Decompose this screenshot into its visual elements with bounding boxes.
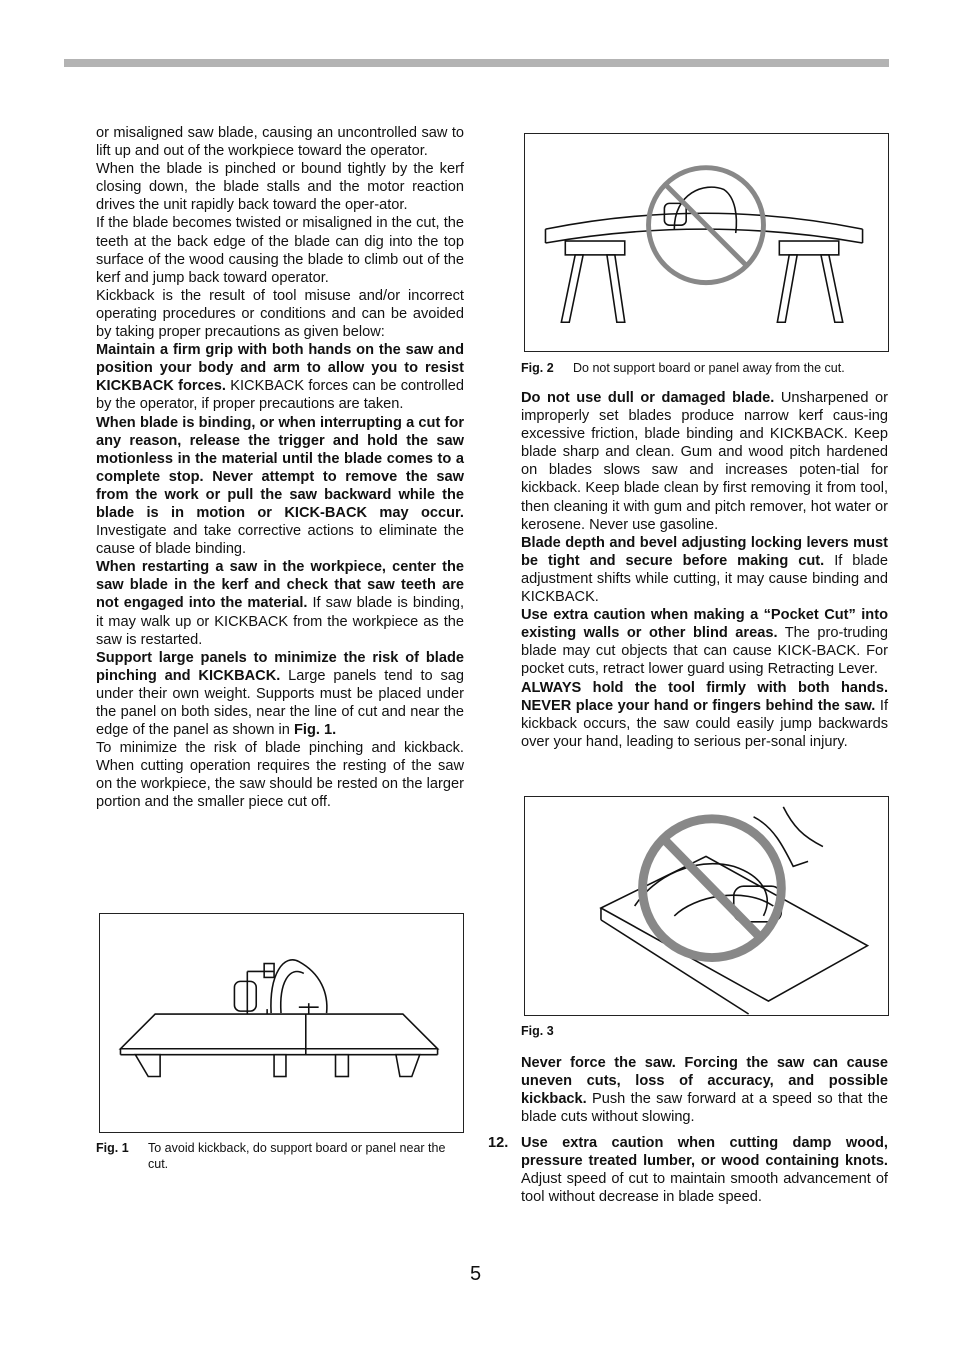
right-column-lower xyxy=(521,1054,888,1126)
body-text: Unsharpened or improperly set blades produce narrow kerf caus-ing excessive friction, blade binding and KICKBACK. Keep blade sharp and clean. Gum and wood pitch hardened on blades slows saw and increases poten-tial for kickback. Keep blade clean by first removing it from tool, then cleaning it with gum and pitch remover, hot water or kerosene. Never use gasoline. xyxy=(521,390,888,533)
figure-2-illustration xyxy=(524,133,889,352)
paragraph: If the blade becomes twisted or misaligned in the cut, the teeth at the back edge of the blade can dig into the top surface of the wood causing the blade to climb out of the kerf and jump back toward operator. xyxy=(96,215,464,286)
warning-text: When blade is binding, or when interrupting a cut for any reason, release the trigger and hold the saw motionless in the material until the blade comes to a complete stop. Never attempt to remove the saw from the work or pull the saw backward while the blade is in motion or KICK-BACK may occur. xyxy=(96,414,464,521)
warning-text: Never force the saw. Forcing the saw can cause uneven cuts, loss of accuracy, and possible kickback. xyxy=(521,1055,888,1108)
warning-text: When restarting a saw in the workpiece, center the saw blade in the kerf and check that saw teeth are not engaged into the material. xyxy=(96,559,464,612)
figure-label: Fig. 3 xyxy=(521,1024,554,1038)
figure-3-illustration xyxy=(524,796,889,1016)
paragraph xyxy=(521,679,888,751)
item-number: 12. xyxy=(488,1135,509,1151)
paragraph xyxy=(521,606,888,678)
hand-behind-saw-drawing xyxy=(525,797,888,1015)
paragraph: When the blade is pinched or bound tightly by the kerf closing down, the blade stalls and the motor reaction drives the unit rapidly back toward the oper-ator. xyxy=(96,161,464,214)
left-column xyxy=(96,124,464,812)
paragraph xyxy=(96,649,464,739)
paragraph: To minimize the risk of blade pinching and kickback. When cutting operation requires the resting of the saw on the workpiece, the saw should be rested on the larger portion and the smaller piece cut off. xyxy=(96,740,464,811)
figure-3-caption xyxy=(521,1023,621,1041)
warning-text: Support large panels to minimize the risk of blade pinching and KICKBACK. xyxy=(96,649,464,684)
figure-caption-text: To avoid kickback, do support board or panel near the cut. xyxy=(148,1141,446,1171)
warning-text: Use extra caution when cutting damp wood, pressure treated lumber, or wood containing knots. xyxy=(521,1135,888,1170)
header-rule xyxy=(64,59,889,67)
paragraph xyxy=(96,414,464,559)
item-body xyxy=(521,1134,888,1206)
figure-2-caption xyxy=(521,360,889,378)
body-text: The pro-truding blade may cut objects that can cause KICK-BACK. For pocket cuts, retract lower guard using Retracting Lever. xyxy=(521,625,888,678)
figure-label: Fig. 2 xyxy=(521,361,554,375)
paragraph xyxy=(96,341,464,413)
paragraph xyxy=(521,534,888,606)
body-text: Push the saw forward at a speed so that the blade cuts without slowing. xyxy=(521,1091,888,1126)
paragraph xyxy=(521,1054,888,1126)
body-text: KICKBACK forces can be controlled by the operator, if proper precautions are taken. xyxy=(96,378,464,413)
warning-text: Use extra caution when making a “Pocket Cut” into existing walls or other blind areas. xyxy=(521,607,888,642)
warning-text: Do not use dull or damaged blade. xyxy=(521,390,775,406)
body-text: Investigate and take corrective actions to eliminate the cause of blade binding. xyxy=(96,523,464,558)
figure-1-caption xyxy=(96,1140,464,1174)
body-text: If kickback occurs, the saw could easily jump backwards over your hand, leading to serious per-sonal injury. xyxy=(521,697,888,750)
page-number: 5 xyxy=(470,1263,482,1285)
body-text: If saw blade is binding, it may walk up or KICKBACK from the workpiece as the saw is restarted. xyxy=(96,595,464,648)
body-text: Large panels tend to sag under their own weight. Supports must be placed under the panel on both sides, near the line of cut and near the edge of the panel as shown in xyxy=(96,667,464,739)
body-text: Adjust speed of cut to maintain smooth advancement of tool without decrease in blade speed. xyxy=(521,1171,888,1206)
warning-text: Blade depth and bevel adjusting locking levers must be tight and secure before making cut. xyxy=(521,534,888,569)
figure-1-illustration xyxy=(99,913,464,1133)
saw-on-supported-panel-drawing xyxy=(100,914,463,1132)
figure-caption-text: Do not support board or panel away from the cut. xyxy=(573,361,845,375)
paragraph xyxy=(96,558,464,648)
paragraph: or misaligned saw blade, causing an uncontrolled saw to lift up and out of the workpiece toward the operator. xyxy=(96,125,464,160)
paragraph: Kickback is the result of tool misuse and/or incorrect operating procedures or conditions and can be avoided by taking proper precautions as given below: xyxy=(96,287,464,341)
figure-reference: Fig. 1. xyxy=(293,722,337,739)
saw-on-sagging-board-drawing xyxy=(525,134,888,351)
body-text: If blade adjustment shifts while cutting, it may cause binding and KICKBACK. xyxy=(521,552,888,606)
figure-label: Fig. 1 xyxy=(96,1141,129,1155)
warning-text: ALWAYS hold the tool firmly with both hands. NEVER place your hand or fingers behind the saw. xyxy=(521,679,888,714)
warning-text: Maintain a firm grip with both hands on the saw and position your body and arm to allow you to resist KICKBACK forces. xyxy=(96,342,464,395)
paragraph xyxy=(521,389,888,534)
right-column xyxy=(521,389,888,751)
